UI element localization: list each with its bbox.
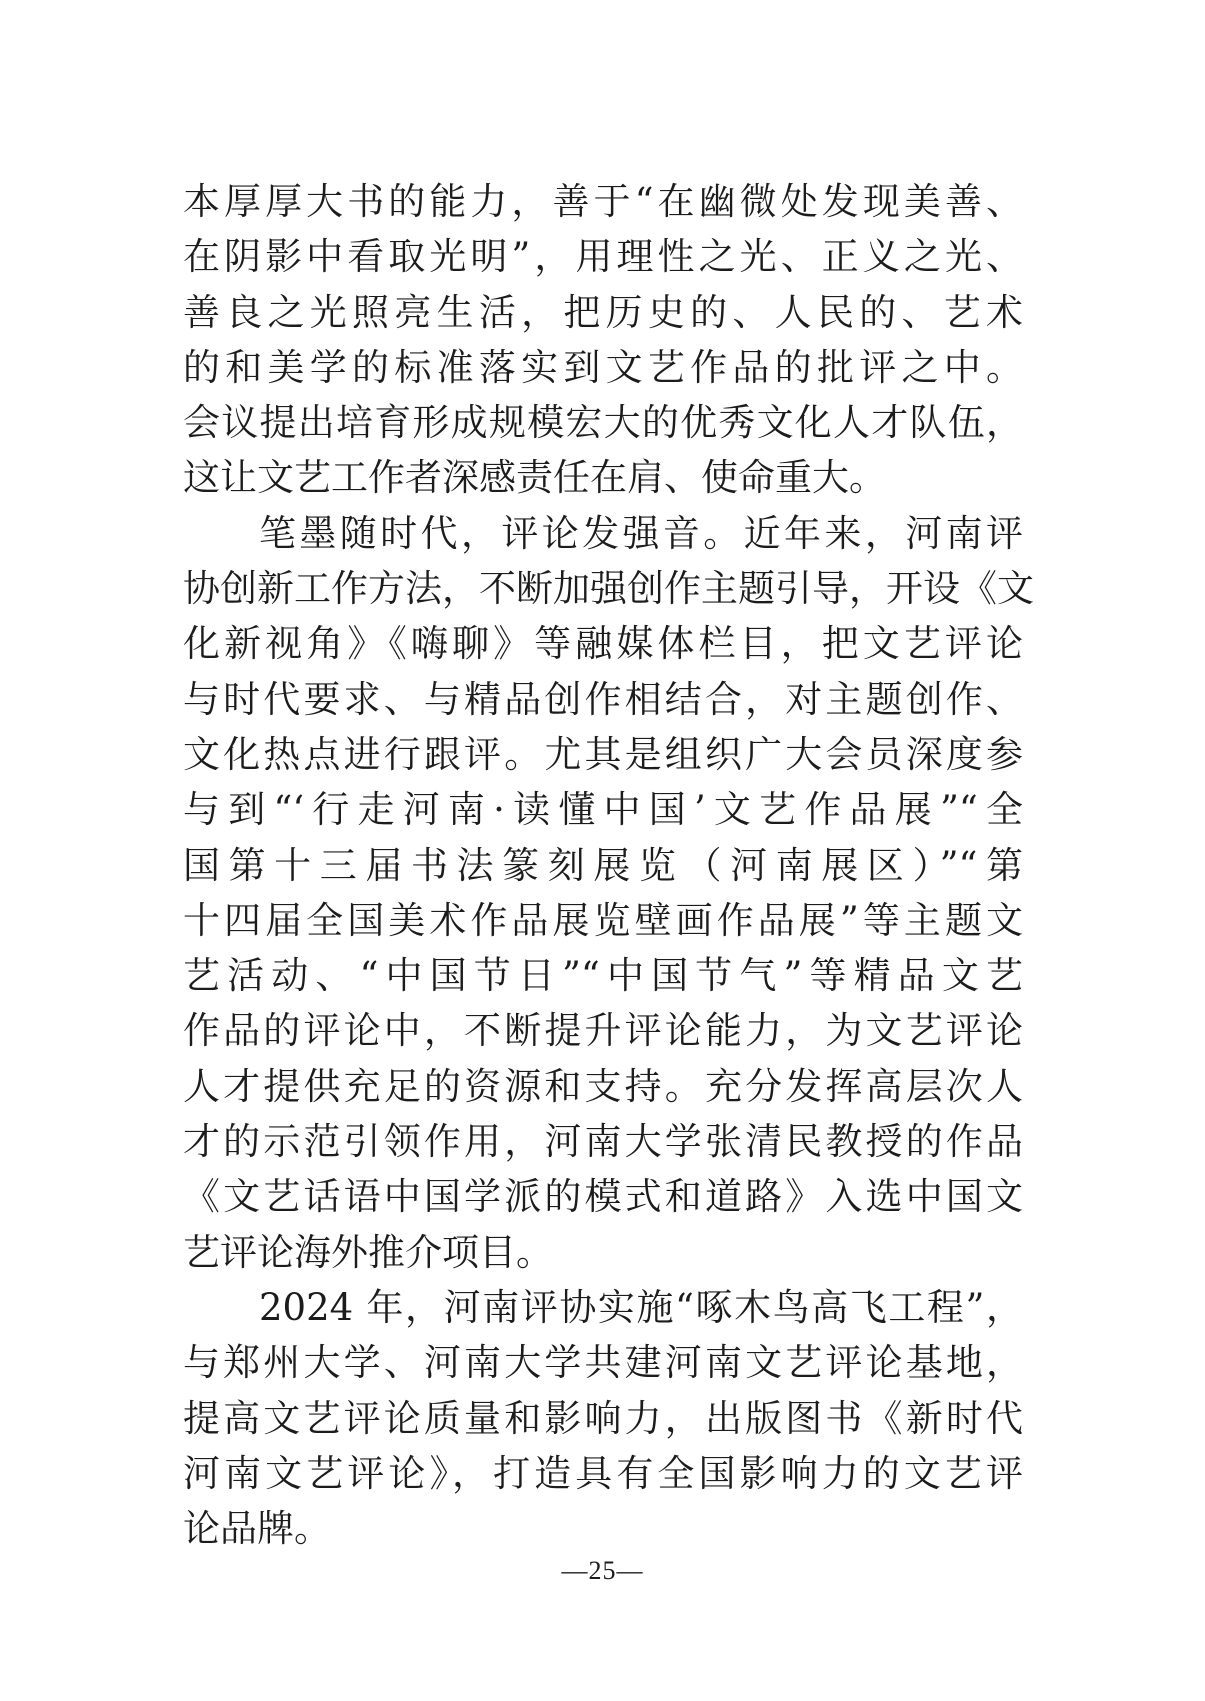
text-line: 《文艺话语中国学派的模式和道路》入选中国文	[183, 1175, 1023, 1219]
text-line: 与到“‘行走河南·读懂中国’文艺作品展”“全	[183, 788, 1023, 832]
text-line: 会议提出培育形成规模宏大的优秀文化人才队伍，	[183, 401, 1023, 445]
text-line: 善良之光照亮生活，把历史的、人民的、艺术	[183, 290, 1023, 334]
text-line: 2024 年，河南评协实施“啄木鸟高飞工程”，	[259, 1285, 1023, 1329]
text-line: 的和美学的标准落实到文艺作品的批评之中。	[183, 345, 1023, 389]
text-line: 作品的评论中，不断提升评论能力，为文艺评论	[183, 1009, 1023, 1053]
text-line: 化新视角》《嗨聊》等融媒体栏目，把文艺评论	[183, 622, 1023, 666]
text-line: 艺活动、“中国节日”“中国节气”等精品文艺	[183, 954, 1023, 998]
text-line: 才的示范引领作用，河南大学张清民教授的作品	[183, 1120, 1023, 1164]
text-line: 与郑州大学、河南大学共建河南文艺评论基地，	[183, 1341, 1023, 1385]
text-line: 论品牌。	[183, 1507, 331, 1551]
paragraph-1	[183, 174, 1023, 506]
text-line: 河南文艺评论》，打造具有全国影响力的文艺评	[183, 1451, 1023, 1495]
text-line: 本厚厚大书的能力，善于“在幽微处发现美善、	[183, 180, 1023, 223]
text-line: 人才提供充足的资源和支持。充分发挥高层次人	[183, 1064, 1023, 1108]
text-line: 十四届全国美术作品展览壁画作品展”等主题文	[183, 898, 1023, 942]
text-line: 国第十三届书法篆刻展览（河南展区）”“第	[183, 843, 1023, 887]
text-line: 协创新工作方法，不断加强创作主题引导，开设《文	[183, 567, 1034, 611]
body-text	[183, 174, 1034, 1556]
text-line: 提高文艺评论质量和影响力，出版图书《新时代	[183, 1396, 1023, 1440]
paragraph-2	[183, 506, 1034, 1280]
text-line: 与时代要求、与精品创作相结合，对主题创作、	[183, 677, 1023, 721]
text-line: 在阴影中看取光明”，用理性之光、正义之光、	[183, 235, 1023, 279]
page-number: —25—	[561, 1556, 644, 1585]
text-line: 艺评论海外推介项目。	[183, 1230, 553, 1274]
text-line: 笔墨随时代，评论发强音。近年来，河南评	[259, 511, 1023, 555]
text-line: 文化热点进行跟评。尤其是组织广大会员深度参	[183, 732, 1023, 776]
text-line: 这让文艺工作者深感责任在肩、使命重大。	[183, 456, 886, 500]
paragraph-3	[183, 1280, 1023, 1556]
